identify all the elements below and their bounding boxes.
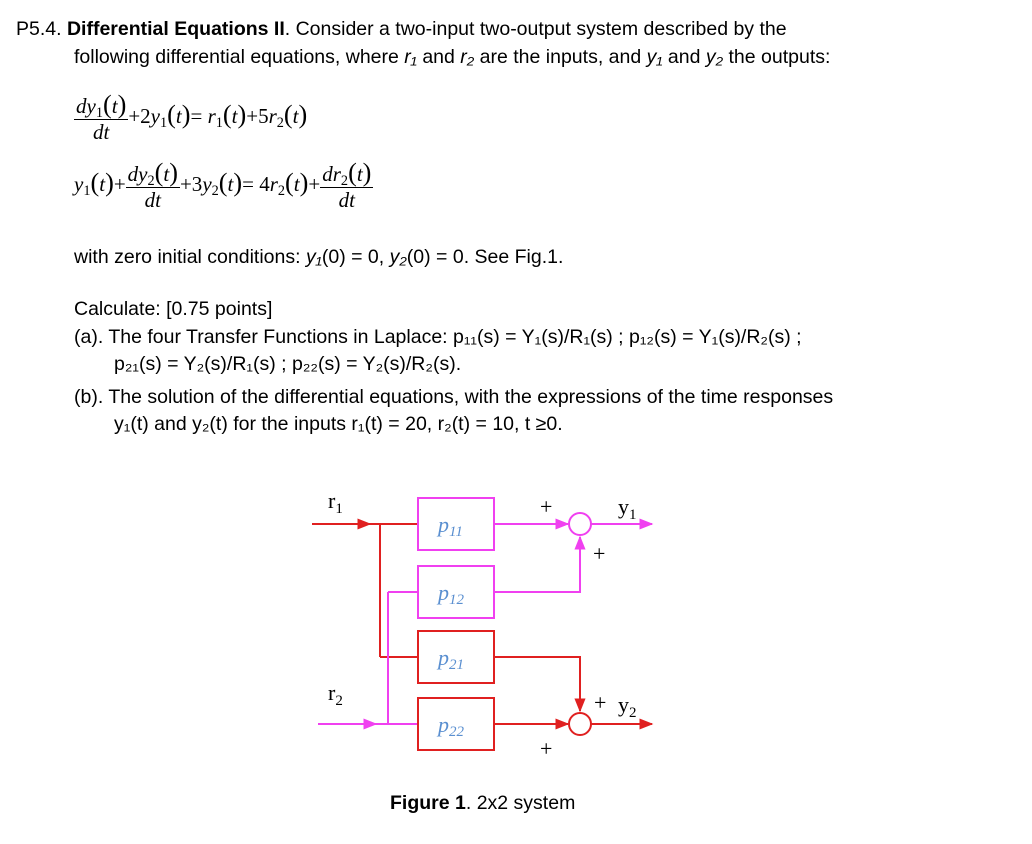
eq2-mid-sub: 2 xyxy=(211,182,219,199)
eq2-f1-sub: 2 xyxy=(147,172,155,189)
eq2-four: 4 xyxy=(259,171,270,196)
part-b-line2: y₁(t) and y₂(t) for the inputs r₁(t) = 20, r₂(t) = 10, t ≥0. xyxy=(114,413,563,435)
block-p12-label: p12 xyxy=(438,580,464,608)
block-p11-label: p11 xyxy=(438,512,463,540)
output-y2-label: $y_2$ xyxy=(618,692,637,721)
eq2-f1-d: d xyxy=(127,162,139,186)
intro-text-c: the outputs: xyxy=(723,46,831,68)
summing-junction-1 xyxy=(569,513,591,535)
eq1-num-d: d xyxy=(76,94,87,118)
eq1-sub3: 2 xyxy=(276,114,284,131)
part-b-label: (b). xyxy=(74,386,104,408)
intro-and-2: and xyxy=(662,46,706,68)
eq1-num-t: t xyxy=(111,94,118,118)
eq1-t1: t xyxy=(175,103,182,128)
eq2-lead-sub: 1 xyxy=(83,182,91,199)
initial-prefix: with zero initial conditions: xyxy=(74,246,306,268)
initial-cond2: (0) = 0. See Fig.1. xyxy=(406,246,564,268)
initial-y2: y₂ xyxy=(389,246,407,268)
eq1-plus5: +5 xyxy=(246,103,269,128)
eq2-f2-d: d xyxy=(322,162,333,186)
eq2-plus: + xyxy=(113,171,126,196)
eq1-t3: t xyxy=(292,103,299,128)
eq1-t2: t xyxy=(231,103,238,128)
eq2-equals: = xyxy=(242,171,254,196)
eq1-plus2: +2 xyxy=(128,103,151,128)
intro-r2: r₂ xyxy=(460,46,475,68)
eq1-r1: r xyxy=(207,103,216,128)
eq2-f1-t: t xyxy=(163,162,170,186)
output-y1-label: $y_1$ xyxy=(618,494,637,523)
eq2-f2-r: r xyxy=(332,162,341,186)
initial-cond1: (0) = 0, xyxy=(321,246,390,268)
block-p21-label: p21 xyxy=(438,645,464,673)
intro-y1: y₁ xyxy=(646,46,663,68)
eq2-r2-t: t xyxy=(293,171,300,196)
equation-2: $y_1(t)+$ $\frac{dy_2(t)}{dt}$ $+3y_2(t)= 4r_2(t)+$ $\frac{dr_2(t)}{dt}$ xyxy=(74,158,372,212)
plus-sign-sum1-bottom: + xyxy=(593,541,606,566)
eq1-fraction: $\frac{dy_1(t)}{dt}$ xyxy=(76,90,127,144)
problem-intro-rest: . Consider a two-input two-output system described by the xyxy=(284,18,787,40)
plus-sign-sum2-bottom: + xyxy=(540,736,553,761)
eq2-r2-sub: 2 xyxy=(277,182,286,199)
intro-and-1: and xyxy=(416,46,461,68)
input-r1-label: $r_1$ xyxy=(328,488,343,517)
eq2-mid-t: t xyxy=(227,171,234,196)
eq2-f1-den: dt xyxy=(144,188,161,212)
plus-sign-sum1-left: + xyxy=(540,494,553,519)
eq1-equals: = xyxy=(190,103,203,128)
part-b-text1: The solution of the differential equations, with the expressions of the time responses xyxy=(108,386,834,408)
eq2-lead-y: y xyxy=(74,171,84,196)
equation-1: $\frac{dy_1(t)}{dt}$ $+2y_1(t)= r_1(t)+5r_2(t)$ xyxy=(76,90,308,144)
p12-to-sum1-line xyxy=(494,537,580,592)
summing-junction-2 xyxy=(569,713,591,735)
eq2-lead-t: t xyxy=(99,171,106,196)
intro-text-b: are the inputs, and xyxy=(474,46,647,68)
figure-caption-bold: Figure 1 xyxy=(390,792,466,814)
eq1-num-sub: 1 xyxy=(95,104,103,121)
eq2-f2-sub: 2 xyxy=(340,172,349,189)
initial-y1: y₁ xyxy=(305,246,322,268)
eq1-sub2: 1 xyxy=(215,114,223,131)
block-p22-label: p22 xyxy=(438,712,464,740)
part-a-text1: The four Transfer Functions in Laplace: p₁₁(s) = Y₁(s)/R₁(s) ; p₁₂(s) = Y₁(s)/R₂(s) ; xyxy=(108,326,802,348)
eq2-f1-y: y xyxy=(138,162,148,186)
intro-y2: y₂ xyxy=(705,46,724,68)
figure-caption-rest: . 2x2 system xyxy=(465,792,576,814)
part-a-label: (a). xyxy=(74,326,104,348)
calculate-heading: Calculate: [0.75 points] xyxy=(74,298,273,320)
intro-text-a: following differential equations, where xyxy=(74,46,405,68)
intro-r1: r₁ xyxy=(404,46,417,68)
eq1-den: dt xyxy=(92,120,110,144)
problem-title: Differential Equations II xyxy=(66,18,285,40)
figure-caption xyxy=(390,790,575,816)
eq2-f2-den: dt xyxy=(338,188,355,212)
p21-to-sum2-line xyxy=(494,657,580,711)
eq2-plus-2: + xyxy=(308,171,321,196)
eq2-fraction-1: $\frac{dy_2(t)}{dt}$ xyxy=(127,158,178,212)
eq2-fraction-2: $\frac{dr_2(t)}{dt}$ xyxy=(322,158,372,212)
eq2-mid-y: y xyxy=(202,171,212,196)
plus-sign-sum2-top: + xyxy=(594,690,607,715)
eq2-f2-t: t xyxy=(356,162,363,186)
part-a-line2: p₂₁(s) = Y₂(s)/R₁(s) ; p₂₂(s) = Y₂(s)/R₂(s). xyxy=(114,353,462,375)
eq2-r2: r xyxy=(269,171,278,196)
input-r2-label: $r_2$ xyxy=(328,680,343,709)
eq1-num-y: y xyxy=(86,94,96,118)
eq1-y: y xyxy=(150,103,160,128)
problem-number: P5.4. xyxy=(16,18,62,40)
eq2-plus3: +3 xyxy=(179,171,203,196)
eq1-sub1: 1 xyxy=(159,114,168,131)
eq1-r2: r xyxy=(268,103,277,128)
